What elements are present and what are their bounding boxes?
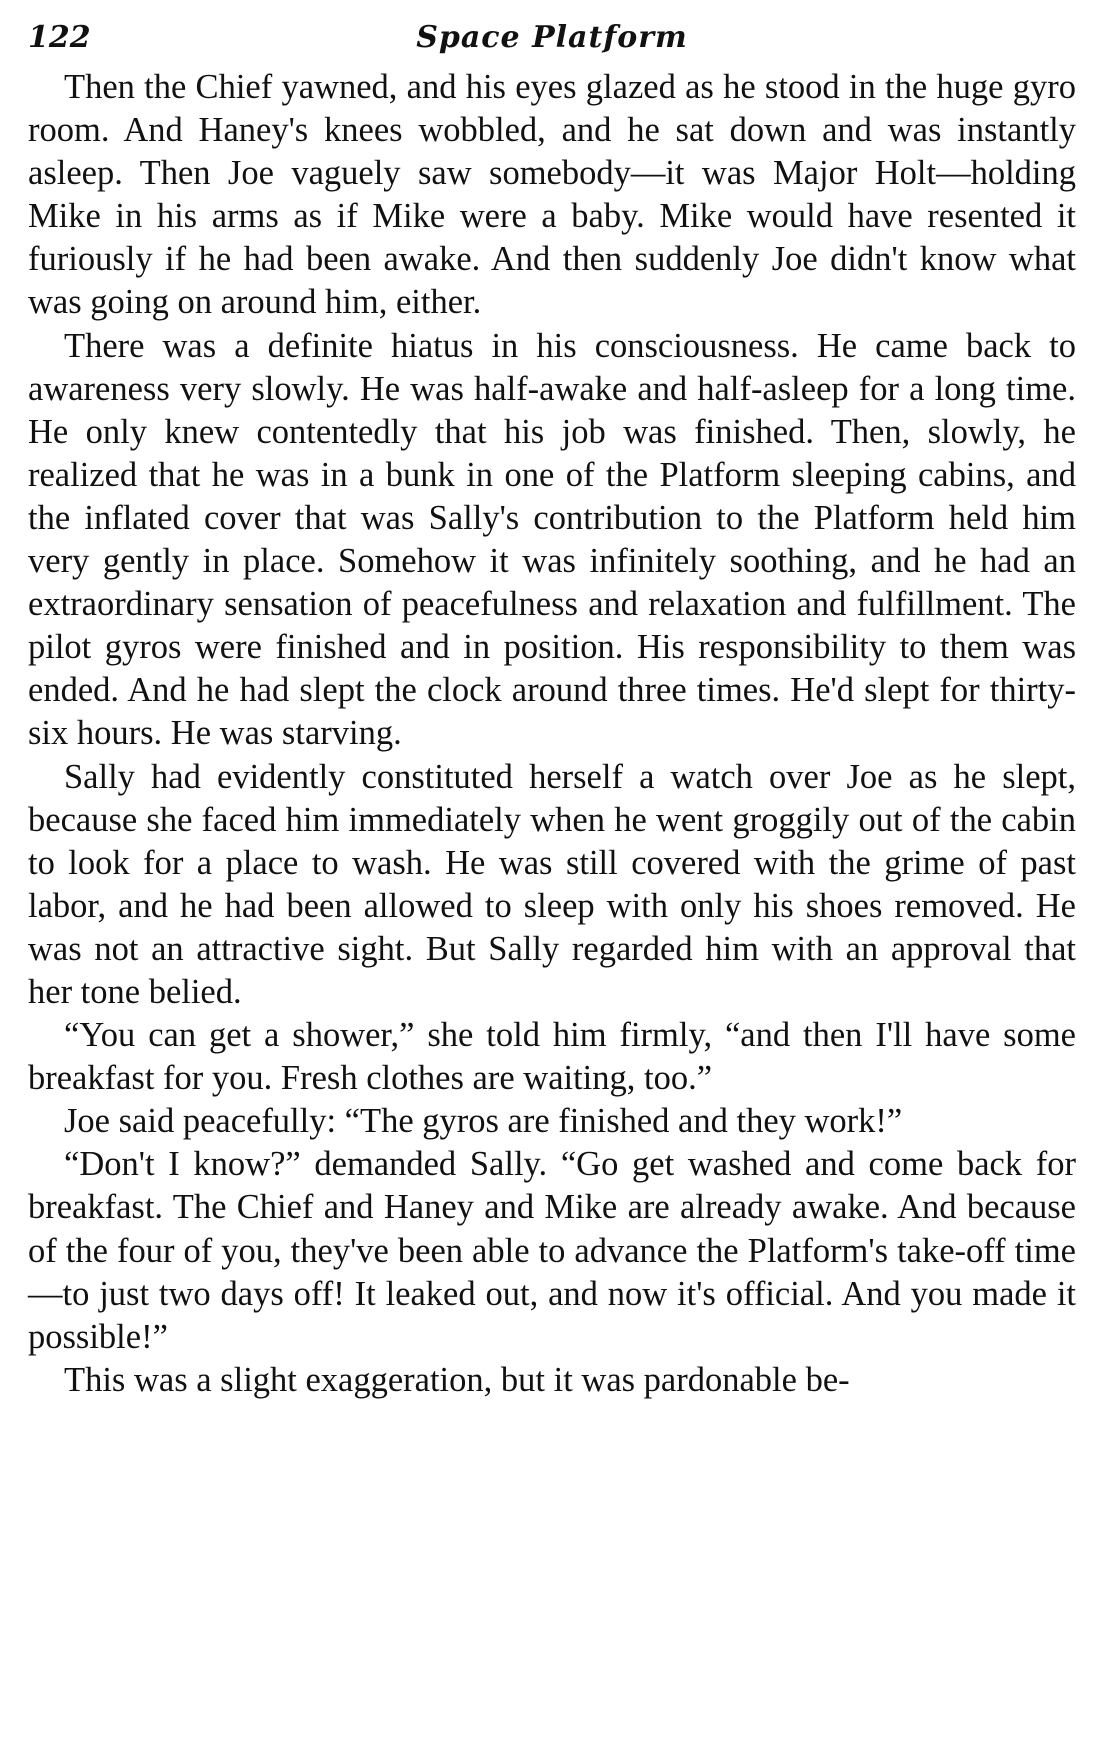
paragraph-3: Sally had evidently constituted herself a watch over Joe as he slept, because she faced him immediately when he went groggily out of the cabin to look for a place to wash. He was still covered with the grime of past labor, and he had been allowed to sleep with only his shoes removed. He was not an attractive sight. But Sally regarded him with an approval that her tone belied. [28, 757, 1076, 1011]
paragraph-4: “You can get a shower,” she told him firmly, “and then I'll have some breakfast for you. Fresh clothes are waiting, too.” [28, 1016, 1076, 1098]
paragraph-2: There was a definite hiatus in his consciousness. He came back to awareness very slowly. He was half-awake and half-asleep for a long time. He only knew contentedly that his job was finished. Then, slowly, he realized that he was in a bunk in one of the Platform sleeping cabins, and the inflated cover that was Sally's contribution to the Platform held him very gently in place. Somehow it was infinitely soothing, and he had an extraordinary sensation of peacefulness and relaxation and fulfillment. The pilot gyros were finished and in position. His responsibility to them was ended. And he had slept the clock around three times. He'd slept for thirty-six hours. He was starving. [28, 326, 1076, 753]
paragraph-6: “Don't I know?” demanded Sally. “Go get washed and come back for breakfast. The Chief and Haney and Mike are already awake. And because of the four of you, they've been able to advance the Platform's take-off time—to just two days off! It leaked out, and now it's official. And you made it possible!” [28, 1145, 1076, 1356]
paragraph-1: Then the Chief yawned, and his eyes glazed as he stood in the huge gyro room. And Haney's knees wobbled, and he sat down and was instantly asleep. Then Joe vaguely saw somebody—it was Major Holt—holding Mike in his arms as if Mike were a baby. Mike would have resented it furiously if he had been awake. And then suddenly Joe didn't know what was going on around him, either. [28, 68, 1076, 322]
book-page [28, 18, 1076, 1740]
running-head [28, 18, 1076, 66]
paragraph-7: This was a slight exaggeration, but it was pardonable be- [64, 1360, 850, 1399]
page-number: 122 [28, 20, 91, 55]
paragraph-5: Joe said peacefully: “The gyros are finished and they work!” [64, 1102, 903, 1141]
body-text [28, 66, 1076, 1402]
book-title: Space Platform [416, 20, 688, 55]
